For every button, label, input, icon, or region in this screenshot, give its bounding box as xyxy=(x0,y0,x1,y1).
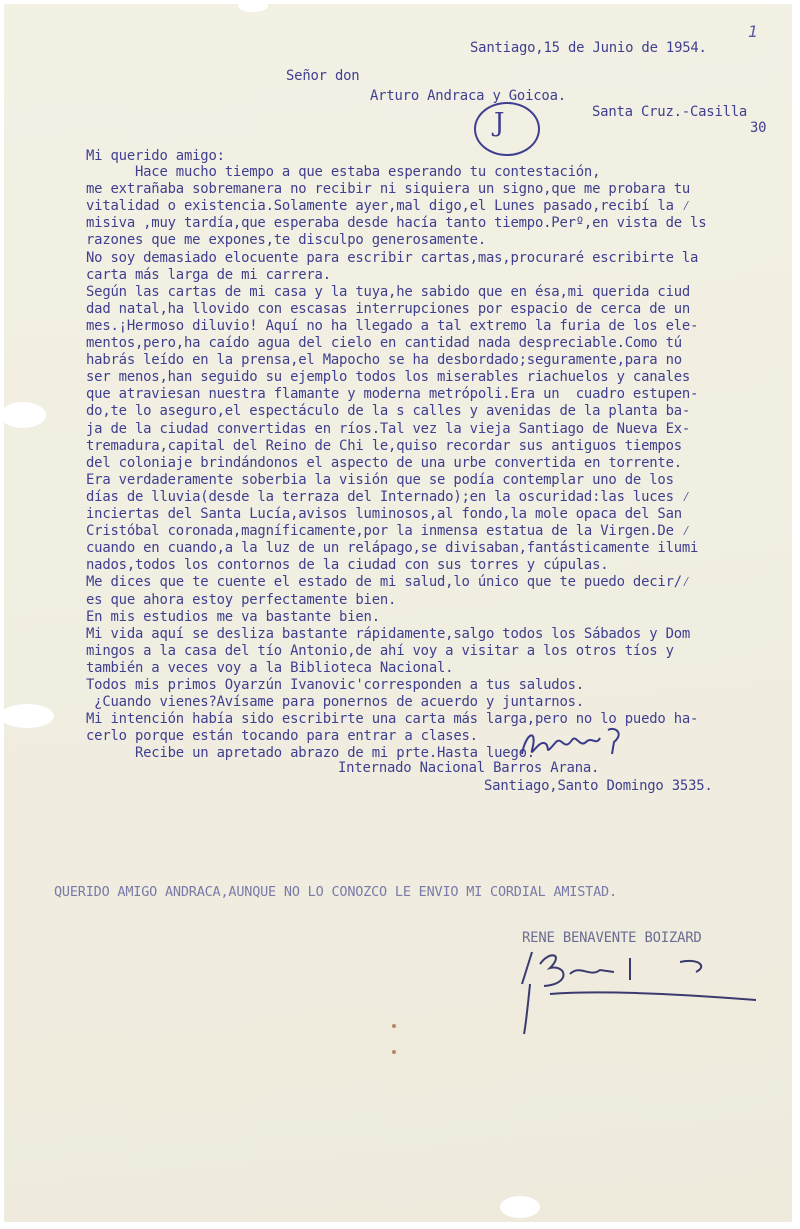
sender-address-line2: Santiago,Santo Domingo 3535. xyxy=(484,778,713,794)
letter-body-line: mentos,pero,ha caído agua del cielo en cantidad nada despreciable.Como tú xyxy=(86,335,682,351)
paper-stain xyxy=(392,1050,396,1054)
date-line: Santiago,15 de Junio de 1954. xyxy=(470,40,707,56)
letter-body-line: días de lluvia(desde la terraza del Internado);en la oscuridad:las luces ⁄ xyxy=(86,488,691,505)
letter-body-line: me extrañaba sobremanera no recibir ni siquiera un signo,que me probara tu xyxy=(86,181,691,198)
letter-body-line: vitalidad o existencia.Solamente ayer,mal digo,el Lunes pasado,recibí la ⁄ xyxy=(86,198,691,215)
paper-tear xyxy=(500,1196,540,1218)
letter-body-line: Me dices que te cuente el estado de mi salud,lo único que te puedo decir/⁄ xyxy=(86,574,691,591)
letter-body-line: cuando en cuando,a la luz de un relápago,se divisaban,fantásticamente ilumi xyxy=(86,540,699,557)
paper-tear xyxy=(0,704,54,728)
letter-body-line: ja de la ciudad convertidas en ríos.Tal vez la vieja Santiago de Nueva Ex- xyxy=(86,420,691,437)
letter-body-line: nados,todos los contornos de la ciudad con sus torres y cúpulas. xyxy=(86,557,609,574)
letter-body-line: carta más larga de mi carrera. xyxy=(86,266,331,283)
letter-body-line: Recibe un apretado abrazo de mi prte.Hasta luego. xyxy=(86,745,535,762)
signature-second xyxy=(510,944,760,1034)
letter-body-line: también a veces voy a la Biblioteca Nacional. xyxy=(86,659,454,676)
recipient-name: Arturo Andraca y Goicoa. xyxy=(370,88,566,104)
letter-body-line: No soy demasiado elocuente para escribir cartas,mas,procuraré escribirte la xyxy=(86,249,699,266)
letter-body-line: Todos mis primos Oyarzún Ivanovic'corresponden a tus saludos. xyxy=(86,677,584,693)
letter-body-line: habrás leído en la prensa,el Mapocho se ha desbordado;seguramente,para no xyxy=(86,352,682,369)
second-signer-name: RENE BENAVENTE BOIZARD xyxy=(522,930,702,946)
letter-body-line: Era verdaderamente soberbia la visión que se podía contemplar uno de los xyxy=(86,471,674,488)
letter-body-line: cerlo porque están tocando para entrar a clases. xyxy=(86,728,478,745)
recipient-address: Santa Cruz.-Casilla xyxy=(592,104,748,120)
letter-body-line: Mi intención había sido escribirte una carta más larga,pero no lo puedo ha- xyxy=(86,711,699,728)
letter-body-line: es que ahora estoy perfectamente bien. xyxy=(86,591,397,608)
letter-body-line: misiva ,muy tardía,que esperaba desde hacía tanto tiempo.Perº,en vista de ls xyxy=(86,215,707,232)
letter-body-line: Mi vida aquí se desliza bastante rápidamente,salgo todos los Sábados y Dom xyxy=(86,625,691,642)
letter-body-line: del coloniaje brindándonos el aspecto de una urbe convertida en torrente. xyxy=(86,454,682,471)
letter-body-line: ¿Cuando vienes?Avísame para ponernos de acuerdo y juntarnos. xyxy=(86,694,584,711)
paper-stain xyxy=(392,1024,396,1028)
letter-body-line: Cristóbal coronada,magníficamente,por la inmensa estatua de la Virgen.De ⁄ xyxy=(86,523,691,540)
letter-body-line: que atraviesan nuestra flamante y moderna metrópoli.Era un cuadro estupen- xyxy=(86,386,699,403)
recipient-box-number: 30 xyxy=(750,120,767,136)
letter-body-line: ser menos,han seguido su ejemplo todos los miserables riachuelos y canales xyxy=(86,369,691,386)
sender-address-line1: Internado Nacional Barros Arana. xyxy=(338,760,600,776)
letter-body-line: dad natal,ha llovido con escasas interrupciones por espacio de cerca de un xyxy=(86,300,691,317)
letter-body-line: mes.¡Hermoso diluvio! Aquí no ha llegado a tal extremo la furia de los ele- xyxy=(86,317,699,334)
paper-tear xyxy=(0,402,46,428)
letter-body-line: mingos a la casa del tío Antonio,de ahí voy a visitar a los otros tíos y xyxy=(86,642,674,659)
letter-body-line: razones que me expones,te disculpo generosamente. xyxy=(86,232,486,249)
page-number-mark: 1 xyxy=(748,22,759,41)
paper-tear xyxy=(238,0,268,12)
letter-body-line: Hace mucho tiempo a que estaba esperando tu contestación, xyxy=(86,164,601,180)
stamp-letter: J xyxy=(494,108,505,138)
letter-body-line: inciertas del Santa Lucía,avisos luminosos,al fondo,la mole opaca del San xyxy=(86,506,682,522)
letter-body-line: tremadura,capital del Reino de Chi le,quiso recordar sus antiguos tiempos xyxy=(86,437,682,454)
recipient-salutation: Señor don xyxy=(286,68,360,84)
circled-stamp xyxy=(474,102,540,156)
letter-body-line: do,te lo aseguro,el espectáculo de la s calles y avenidas de la planta ba- xyxy=(86,403,691,420)
letter-body-line: Según las cartas de mi casa y la tuya,he sabido que en ésa,mi querida ciud xyxy=(86,283,691,300)
greeting: Mi querido amigo: xyxy=(86,148,225,164)
postscript: QUERIDO AMIGO ANDRACA,AUNQUE NO LO CONOZCO LE ENVIO MI CORDIAL AMISTAD. xyxy=(54,884,617,900)
letter-body-line: En mis estudios me va bastante bien. xyxy=(86,608,380,625)
